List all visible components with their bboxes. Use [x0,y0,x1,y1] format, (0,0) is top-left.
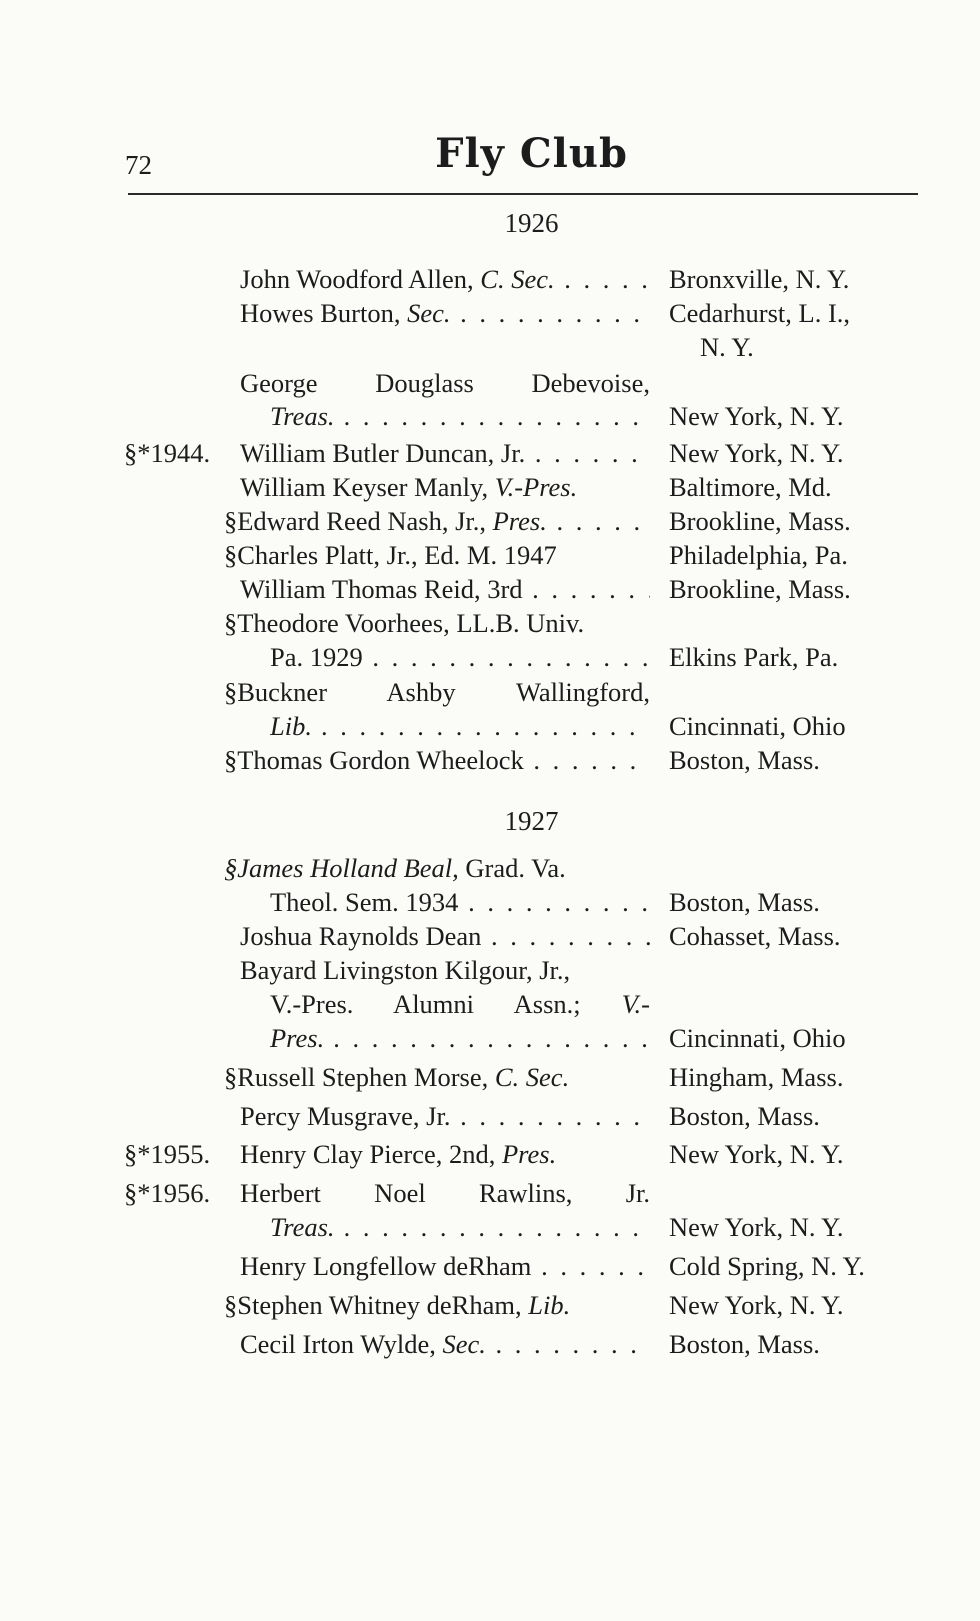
member-entry: Howes Burton, Sec. . . . Cedarhurst, L. I., [0,297,980,329]
member-entry-continuation: Pa. 1929 . . . Elkins Park, Pa. [0,641,980,673]
member-location: Boston, Mass. [669,745,820,775]
member-location: Baltimore, Md. [669,472,832,502]
member-entry: William Keyser Manly, V.-Pres. Baltimore, Md. [240,472,832,502]
member-location: Bronxville, N. Y. [669,264,850,294]
member-entry-continuation: Lib. . . . Cincinnati, Ohio [0,710,980,742]
member-entry: §Thomas Gordon Wheelock . . . Boston, Mass. [0,744,980,776]
member-location: Elkins Park, Pa. [669,642,839,672]
member-entry: §*1955. Henry Clay Pierce, 2nd, Pres. New York, N. Y. [124,1139,844,1169]
member-location: New York, N. Y. [669,438,844,468]
deceased-mark: §*1955. [124,1139,211,1169]
member-entry: §Russell Stephen Morse, C. Sec. Hingham, Mass. [224,1062,844,1092]
member-entry-continuation: N. Y. [700,332,754,362]
member-entry: Percy Musgrave, Jr. . . . Boston, Mass. [0,1100,980,1132]
member-entry: §Charles Platt, Jr., Ed. M. 1947 Philadelphia, Pa. [224,540,848,570]
member-location: Cincinnati, Ohio [669,1023,846,1053]
deceased-mark: §*1944. [124,438,211,468]
member-entry-continuation: V.-Pres. Alumni Assn.; V.- [270,989,650,1019]
member-entry: §*1956. Herbert Noel Rawlins, Jr. [124,1178,650,1208]
year-heading-1926: 1926 [504,208,559,238]
member-entry-continuation: Pres. . . . Cincinnati, Ohio [0,1022,980,1054]
member-entry: Bayard Livingston Kilgour, Jr., [240,955,571,985]
member-entry: §*1944. William Butler Duncan, Jr. . . . New York, N. Y. [0,437,980,469]
member-location: New York, N. Y. [669,1139,844,1169]
member-entry: §James Holland Beal, Grad. Va. [224,853,566,883]
member-location: Cedarhurst, L. I., [669,298,851,328]
member-location: Cohasset, Mass. [669,921,841,951]
member-location: Hingham, Mass. [669,1062,844,1092]
member-entry: George Douglass Debevoise, [240,368,650,398]
member-entry-continuation: Treas. . . . New York, N. Y. [0,400,980,432]
member-entry: Cecil Irton Wylde, Sec. . . . Boston, Mass. [0,1328,980,1360]
member-location: Boston, Mass. [669,1329,820,1359]
member-location: Cincinnati, Ohio [669,711,846,741]
member-location: Brookline, Mass. [669,506,851,536]
member-entry: §Edward Reed Nash, Jr., Pres. . . . Brookline, Mass. [0,505,980,537]
member-entry: John Woodford Allen, C. Sec. . . . Bronxville, N. Y. [0,263,980,295]
member-entry-continuation: Theol. Sem. 1934 . . . Boston, Mass. [0,886,980,918]
member-location: Boston, Mass. [669,1101,820,1131]
deceased-mark: §*1956. [124,1178,211,1208]
member-entry: Henry Longfellow deRham . . . Cold Spring, N. Y. [0,1250,980,1282]
member-entry: §Buckner Ashby Wallingford, [224,677,650,707]
member-entry: Joshua Raynolds Dean . . . Cohasset, Mass. [0,920,980,952]
member-location: Cold Spring, N. Y. [669,1251,865,1281]
member-location: New York, N. Y. [669,1290,844,1320]
member-location: New York, N. Y. [669,401,844,431]
member-location: Boston, Mass. [669,887,820,917]
member-location: Philadelphia, Pa. [669,540,848,570]
member-entry: §Stephen Whitney deRham, Lib. New York, N. Y. [224,1290,844,1320]
member-entry-continuation: Treas. . . . New York, N. Y. [0,1211,980,1243]
running-title: Fly Club [435,130,628,177]
member-location: New York, N. Y. [669,1212,844,1242]
member-entry: William Thomas Reid, 3rd . . . Brookline, Mass. [0,573,980,605]
page-number: 72 [125,150,152,180]
member-location: Brookline, Mass. [669,574,851,604]
year-heading-1927: 1927 [504,806,559,836]
member-entry: §Theodore Voorhees, LL.B. Univ. [224,608,585,638]
